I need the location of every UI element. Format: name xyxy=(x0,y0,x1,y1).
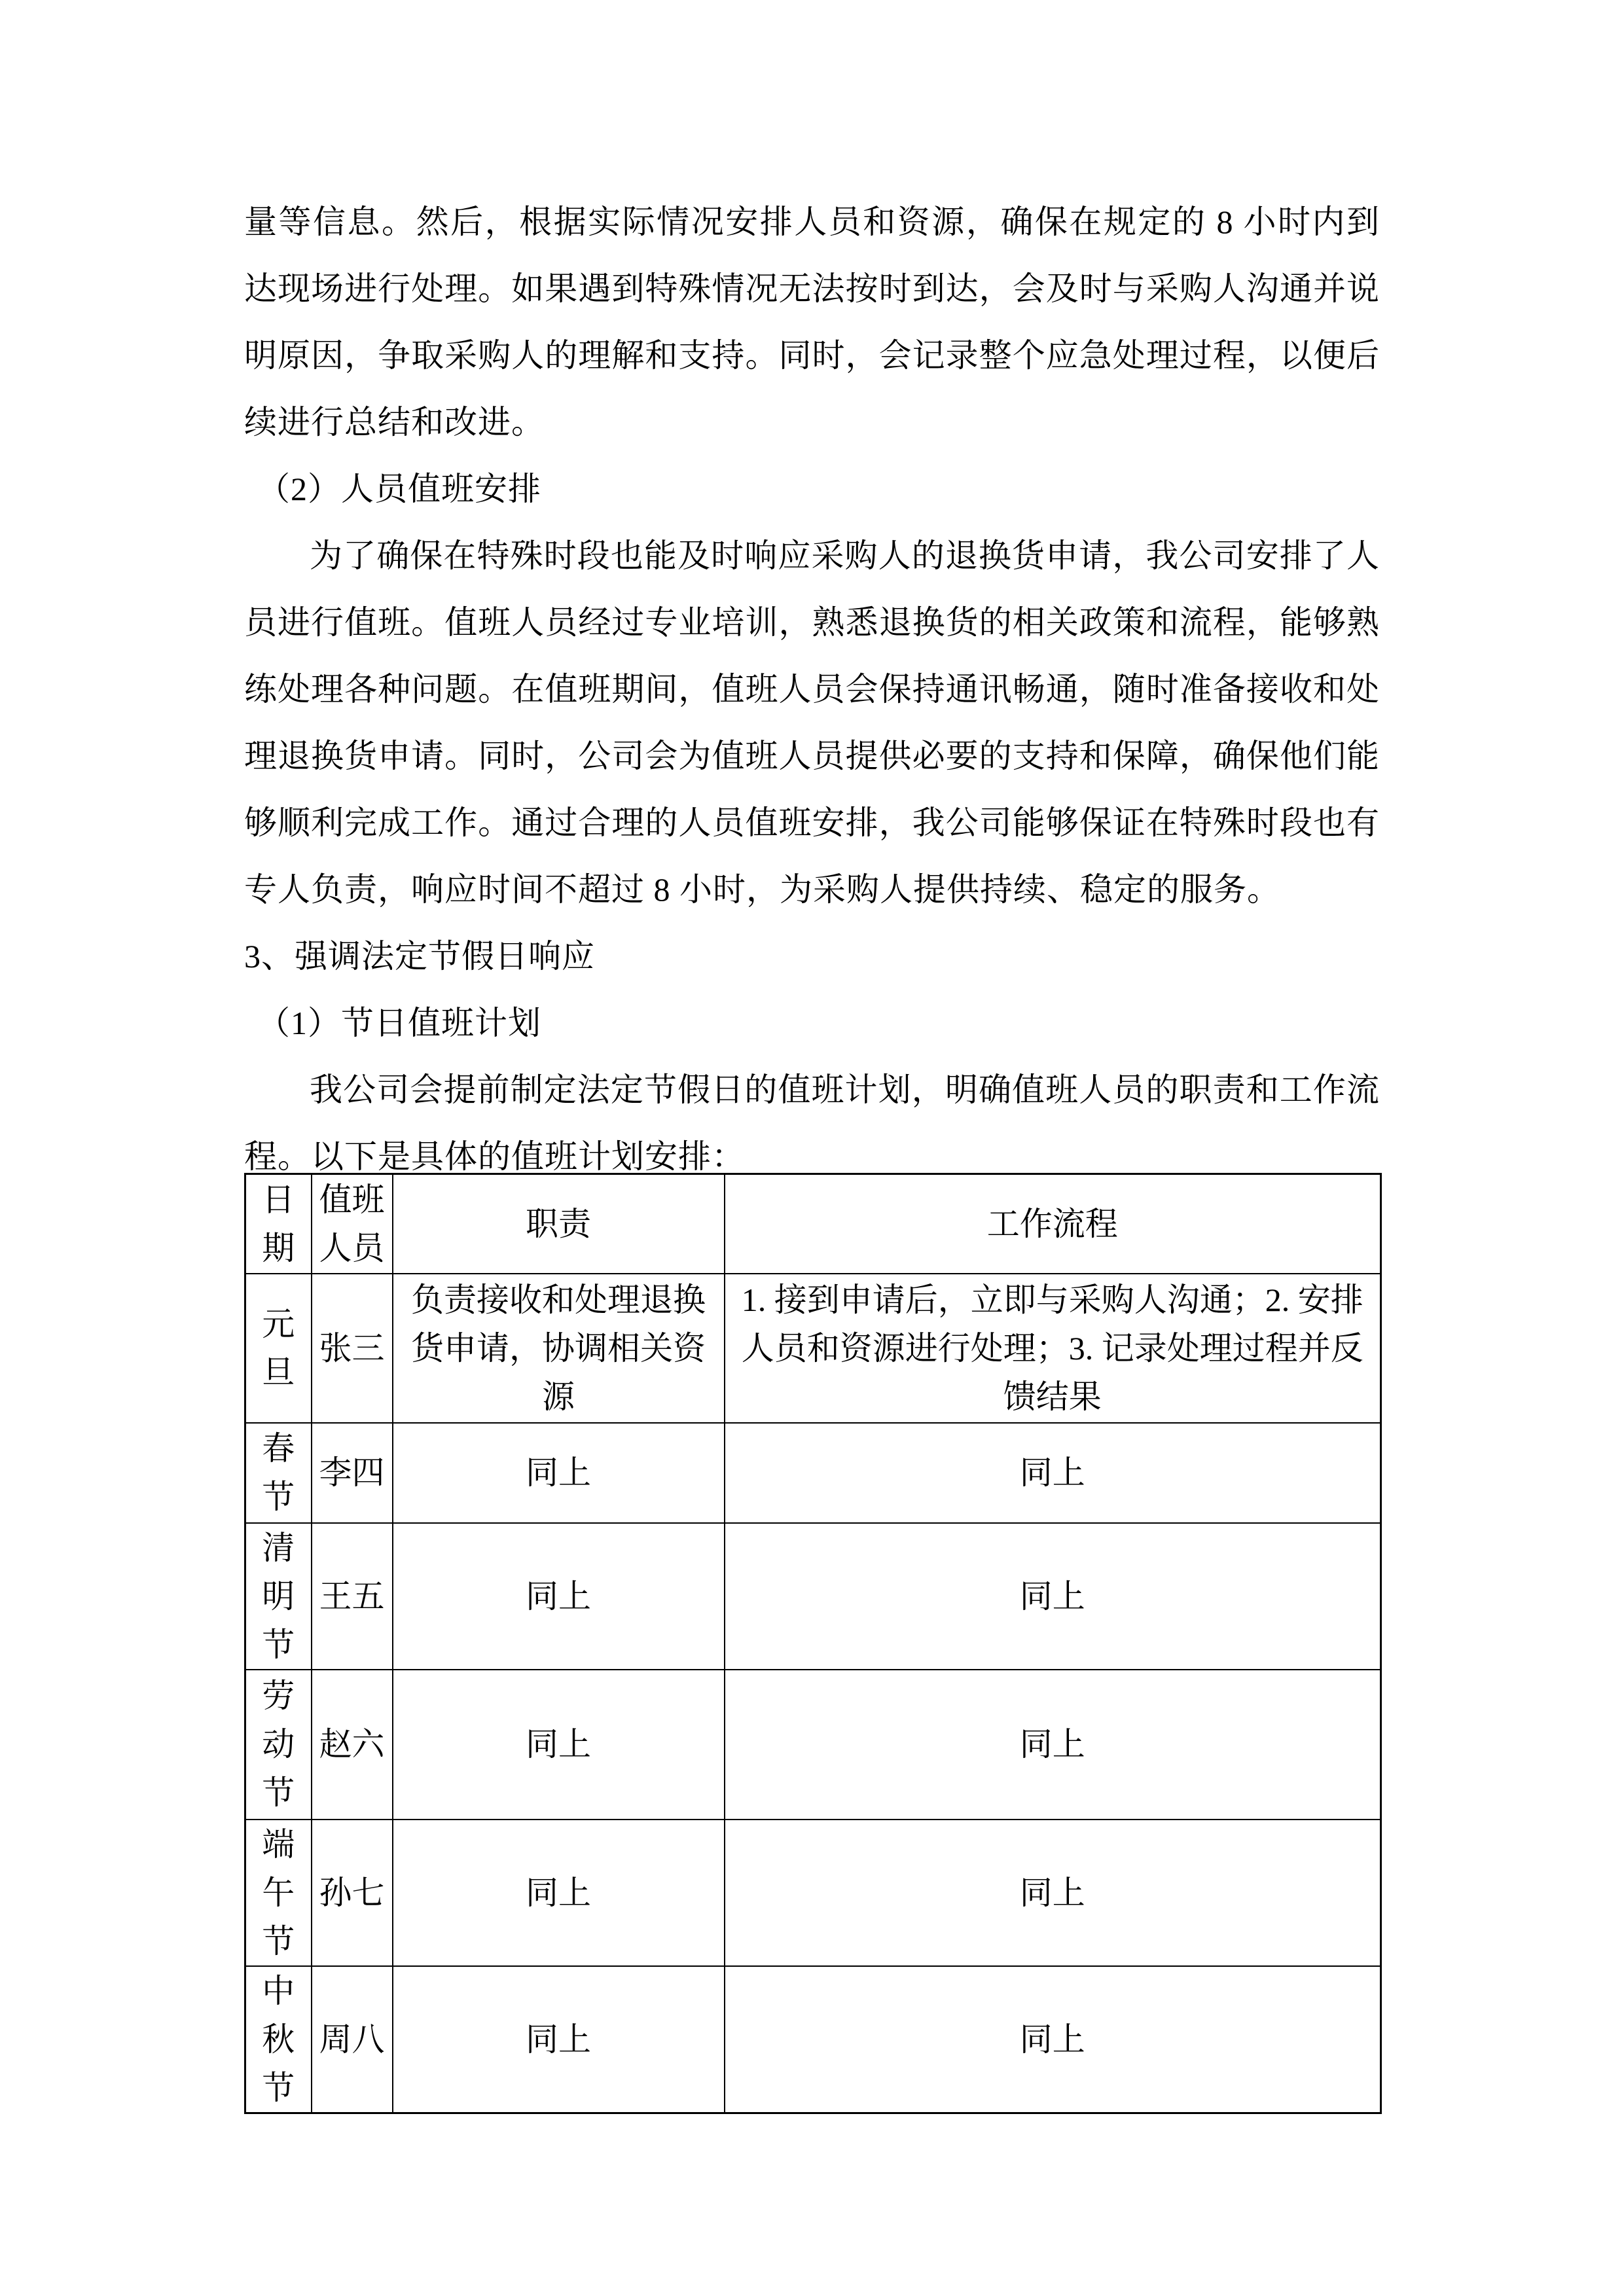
cell-date: 中秋节 xyxy=(245,1966,312,2113)
holiday-duty-schedule-table xyxy=(244,1173,1382,2114)
heading-personnel-duty-arrangement: （2）人员值班安排 xyxy=(257,471,541,507)
cell-date: 劳动节 xyxy=(245,1670,312,1820)
cell-person: 李四 xyxy=(312,1423,393,1523)
cell-duty: 同上 xyxy=(393,1670,725,1820)
cell-duty: 同上 xyxy=(393,1820,725,1966)
cell-duty: 负责接收和处理退换货申请，协调相关资源 xyxy=(393,1274,725,1423)
column-header-date: 日期 xyxy=(245,1174,312,1274)
cell-flow: 同上 xyxy=(725,1820,1381,1966)
cell-flow: 1. 接到申请后，立即与采购人沟通；2. 安排人员和资源进行处理；3. 记录处理过程并反馈结果 xyxy=(725,1274,1381,1423)
paragraph-duty-arrangement: 为了确保在特殊时段也能及时响应采购人的退换货申请，我公司安排了人员进行值班。值班人员经过专业培训，熟悉退换货的相关政策和流程，能够熟练处理各种问题。在值班期间，值班人员会保持通讯畅通，随时准备接收和处理退换货申请。同时，公司会为值班人员提供必要的支持和保障，确保他们能够顺利完成工作。通过合理的人员值班安排，我公司能够保证在特殊时段也有专人负责，响应时间不超过 8 小时，为采购人提供持续、稳定的服务。 xyxy=(244,537,1380,908)
heading-holiday-duty-plan: （1）节日值班计划 xyxy=(257,1005,541,1041)
cell-date: 春节 xyxy=(245,1423,312,1523)
cell-duty: 同上 xyxy=(393,1966,725,2113)
cell-duty: 同上 xyxy=(393,1423,725,1523)
table-row xyxy=(245,1523,1381,1670)
document-body-text xyxy=(244,188,1380,1190)
cell-date: 元旦 xyxy=(245,1274,312,1423)
table-row xyxy=(245,1670,1381,1820)
table-row xyxy=(245,1820,1381,1966)
heading-statutory-holiday-response: 3、强调法定节假日响应 xyxy=(244,938,595,975)
paragraph-duty-plan-intro: 我公司会提前制定法定节假日的值班计划，明确值班人员的职责和工作流程。以下是具体的值班计划安排： xyxy=(244,1071,1380,1175)
cell-flow: 同上 xyxy=(725,1423,1381,1523)
cell-person: 周八 xyxy=(312,1966,393,2113)
column-header-flow: 工作流程 xyxy=(725,1174,1381,1274)
cell-person: 孙七 xyxy=(312,1820,393,1966)
cell-person: 王五 xyxy=(312,1523,393,1670)
column-header-duty: 职责 xyxy=(393,1174,725,1274)
cell-flow: 同上 xyxy=(725,1670,1381,1820)
table-header-row xyxy=(245,1174,1381,1274)
cell-person: 赵六 xyxy=(312,1670,393,1820)
cell-duty: 同上 xyxy=(393,1523,725,1670)
table-row xyxy=(245,1966,1381,2113)
cell-flow: 同上 xyxy=(725,1523,1381,1670)
table-row xyxy=(245,1423,1381,1523)
column-header-person: 值班人员 xyxy=(312,1174,393,1274)
paragraph-emergency-process: 量等信息。然后，根据实际情况安排人员和资源，确保在规定的 8 小时内到达现场进行处理。如果遇到特殊情况无法按时到达，会及时与采购人沟通并说明原因，争取采购人的理解和支持。同时，会记录整个应急处理过程，以便后续进行总结和改进。 xyxy=(244,204,1380,440)
cell-flow: 同上 xyxy=(725,1966,1381,2113)
cell-date: 清明节 xyxy=(245,1523,312,1670)
cell-person: 张三 xyxy=(312,1274,393,1423)
table-row xyxy=(245,1274,1381,1423)
cell-date: 端午节 xyxy=(245,1820,312,1966)
